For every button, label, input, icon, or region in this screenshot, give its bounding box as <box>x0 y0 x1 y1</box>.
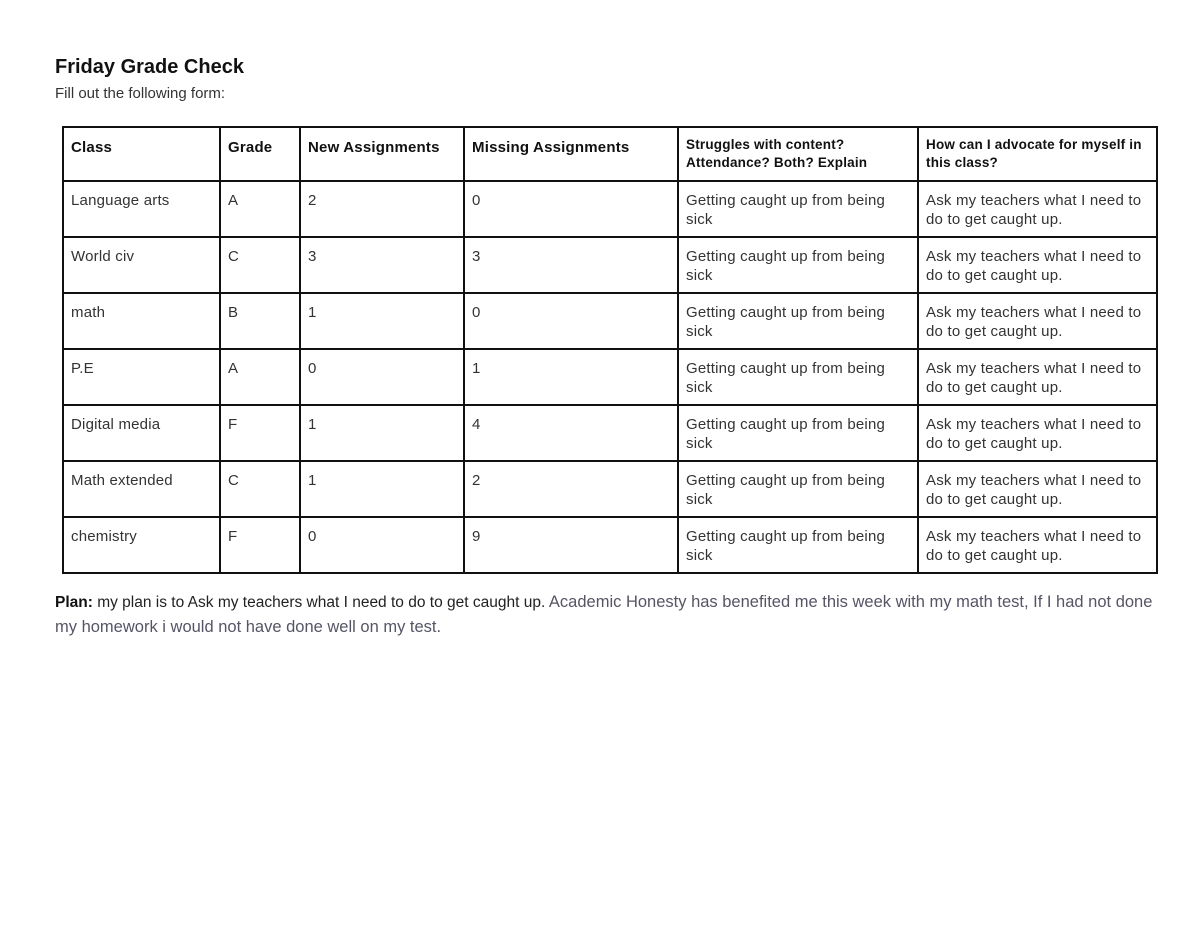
plan-paragraph <box>55 590 1155 640</box>
cell-advocate: Ask my teachers what I need to do to get caught up. <box>918 349 1157 405</box>
cell-struggles: Getting caught up from being sick <box>678 405 918 461</box>
cell-struggles: Getting caught up from being sick <box>678 237 918 293</box>
cell-struggles: Getting caught up from being sick <box>678 349 918 405</box>
cell-new-assignments: 0 <box>300 349 464 405</box>
cell-class: chemistry <box>63 517 220 573</box>
cell-struggles: Getting caught up from being sick <box>678 293 918 349</box>
cell-grade: F <box>220 517 300 573</box>
cell-new-assignments: 2 <box>300 181 464 237</box>
cell-grade: C <box>220 237 300 293</box>
cell-new-assignments: 0 <box>300 517 464 573</box>
cell-grade: A <box>220 349 300 405</box>
column-header-struggles: Struggles with content? Attendance? Both? Explain <box>678 127 918 181</box>
cell-new-assignments: 1 <box>300 461 464 517</box>
cell-class: Math extended <box>63 461 220 517</box>
cell-grade: C <box>220 461 300 517</box>
grade-check-table <box>62 126 1158 574</box>
cell-grade: B <box>220 293 300 349</box>
cell-advocate: Ask my teachers what I need to do to get caught up. <box>918 293 1157 349</box>
cell-class: math <box>63 293 220 349</box>
table-row <box>63 349 1157 405</box>
cell-missing-assignments: 0 <box>464 181 678 237</box>
plan-extra-text: Academic Honesty has benefited me this week with my math test, If I had not done my homework i would not have done well on my test. <box>55 593 1153 636</box>
cell-advocate: Ask my teachers what I need to do to get caught up. <box>918 405 1157 461</box>
cell-new-assignments: 1 <box>300 293 464 349</box>
cell-struggles: Getting caught up from being sick <box>678 461 918 517</box>
column-header-grade: Grade <box>220 127 300 181</box>
cell-missing-assignments: 4 <box>464 405 678 461</box>
plan-label: Plan: <box>55 594 93 611</box>
cell-struggles: Getting caught up from being sick <box>678 517 918 573</box>
page-title: Friday Grade Check <box>55 56 244 78</box>
table-header-row <box>63 127 1157 181</box>
cell-grade: F <box>220 405 300 461</box>
cell-class: P.E <box>63 349 220 405</box>
page-subtitle: Fill out the following form: <box>55 85 226 102</box>
table-row <box>63 237 1157 293</box>
cell-class: Digital media <box>63 405 220 461</box>
column-header-new-assignments: New Assignments <box>300 127 464 181</box>
cell-missing-assignments: 2 <box>464 461 678 517</box>
plan-text: my plan is to Ask my teachers what I need to do to get caught up. <box>92 594 546 611</box>
table-row <box>63 461 1157 517</box>
cell-advocate: Ask my teachers what I need to do to get caught up. <box>918 181 1157 237</box>
table-row <box>63 517 1157 573</box>
cell-new-assignments: 1 <box>300 405 464 461</box>
table-row <box>63 293 1157 349</box>
cell-advocate: Ask my teachers what I need to do to get caught up. <box>918 237 1157 293</box>
column-header-missing-assignments: Missing Assignments <box>464 127 678 181</box>
cell-class: World civ <box>63 237 220 293</box>
cell-missing-assignments: 3 <box>464 237 678 293</box>
column-header-advocate: How can I advocate for myself in this class? <box>918 127 1157 181</box>
cell-advocate: Ask my teachers what I need to do to get caught up. <box>918 517 1157 573</box>
cell-class: Language arts <box>63 181 220 237</box>
table-row <box>63 405 1157 461</box>
cell-advocate: Ask my teachers what I need to do to get caught up. <box>918 461 1157 517</box>
cell-missing-assignments: 1 <box>464 349 678 405</box>
table-row <box>63 181 1157 237</box>
column-header-class: Class <box>63 127 220 181</box>
cell-missing-assignments: 0 <box>464 293 678 349</box>
cell-new-assignments: 3 <box>300 237 464 293</box>
table-body <box>63 181 1157 573</box>
cell-grade: A <box>220 181 300 237</box>
cell-struggles: Getting caught up from being sick <box>678 181 918 237</box>
cell-missing-assignments: 9 <box>464 517 678 573</box>
